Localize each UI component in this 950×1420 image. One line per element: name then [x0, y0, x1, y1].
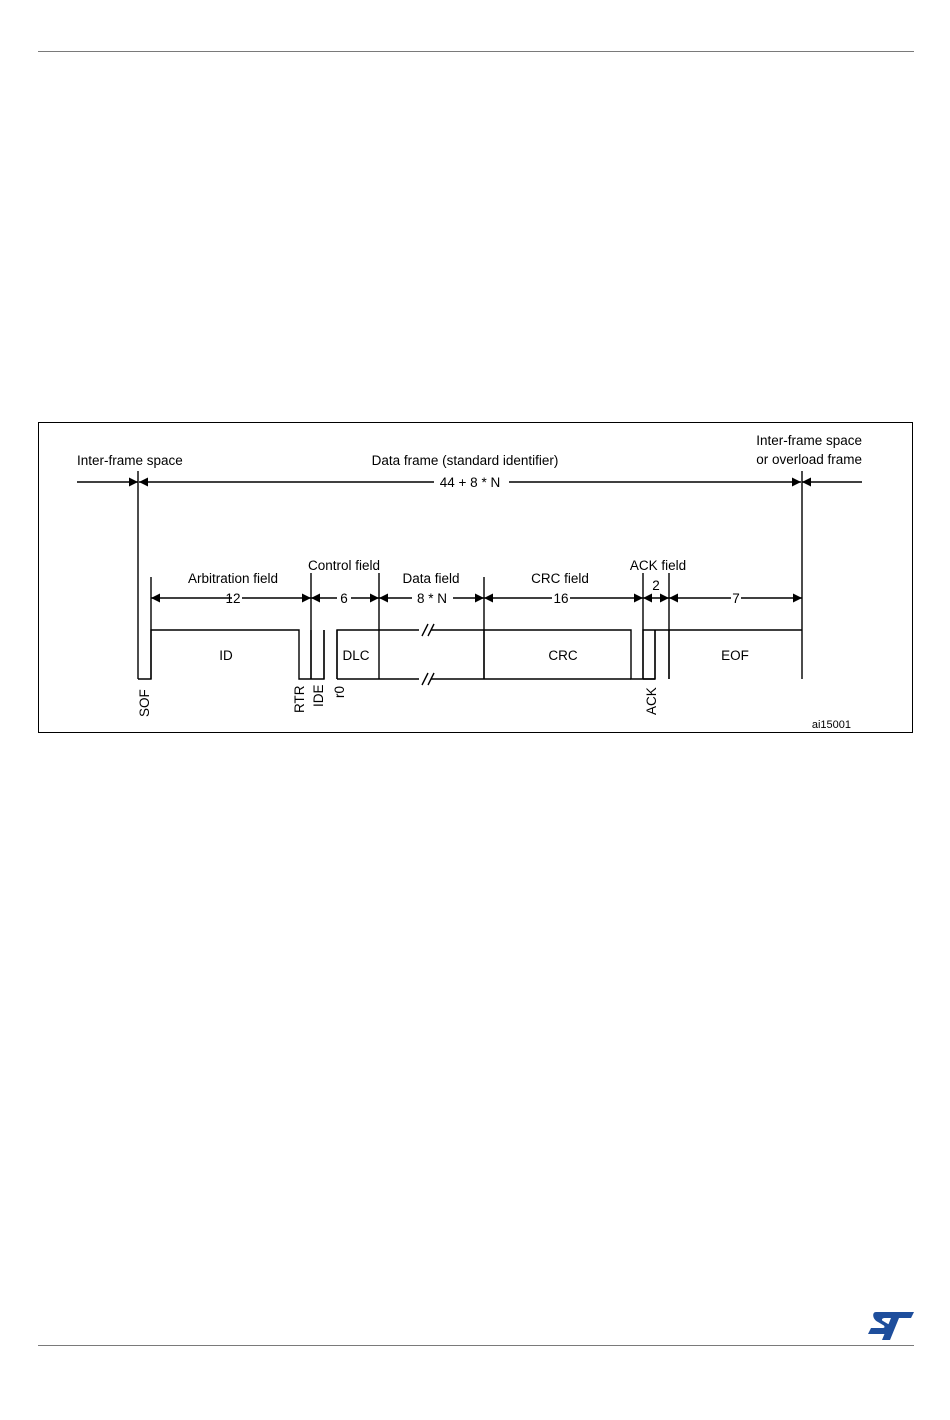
ide-bit-label: IDE: [311, 684, 326, 707]
data-field-label: Data field: [402, 571, 460, 586]
eof-bits: 7: [732, 591, 740, 606]
arbitration-field-label: Arbitration field: [187, 571, 279, 586]
crc-bits: 16: [553, 591, 569, 606]
figure-frame: [38, 422, 913, 733]
ack-bit-label: ACK: [644, 687, 659, 715]
figure-id: ai15001: [811, 719, 851, 731]
st-logo-icon: [868, 1312, 914, 1340]
inter-frame-right-label: Inter-frame space: [756, 433, 862, 448]
ack-field-label: ACK field: [629, 558, 687, 573]
data-bits: 8 * N: [416, 591, 448, 606]
dlc-segment: DLC: [342, 648, 370, 663]
control-field-label: Control field: [307, 558, 381, 573]
crc-segment: CRC: [548, 648, 578, 663]
sof-bit-label: SOF: [137, 689, 152, 717]
crc-field-label: CRC field: [531, 571, 589, 586]
data-break-mark: [422, 624, 428, 636]
control-bits: 6: [340, 591, 348, 606]
inter-frame-left-label: Inter-frame space: [77, 453, 183, 468]
can-data-frame-diagram: [39, 423, 914, 734]
arbitration-bits: 12: [225, 591, 241, 606]
data-frame-title: Data frame (standard identifier): [371, 453, 559, 468]
r0-bit-label: r0: [332, 685, 347, 698]
total-bits-label: 44 + 8 * N: [439, 475, 501, 490]
footer-rule: [38, 1345, 914, 1346]
id-segment: ID: [219, 648, 233, 663]
overload-frame-label: or overload frame: [756, 452, 862, 467]
ack-bits: 2: [652, 578, 660, 593]
rtr-bit-label: RTR: [292, 685, 307, 713]
eof-segment: EOF: [721, 648, 749, 663]
header-rule: [38, 51, 914, 52]
